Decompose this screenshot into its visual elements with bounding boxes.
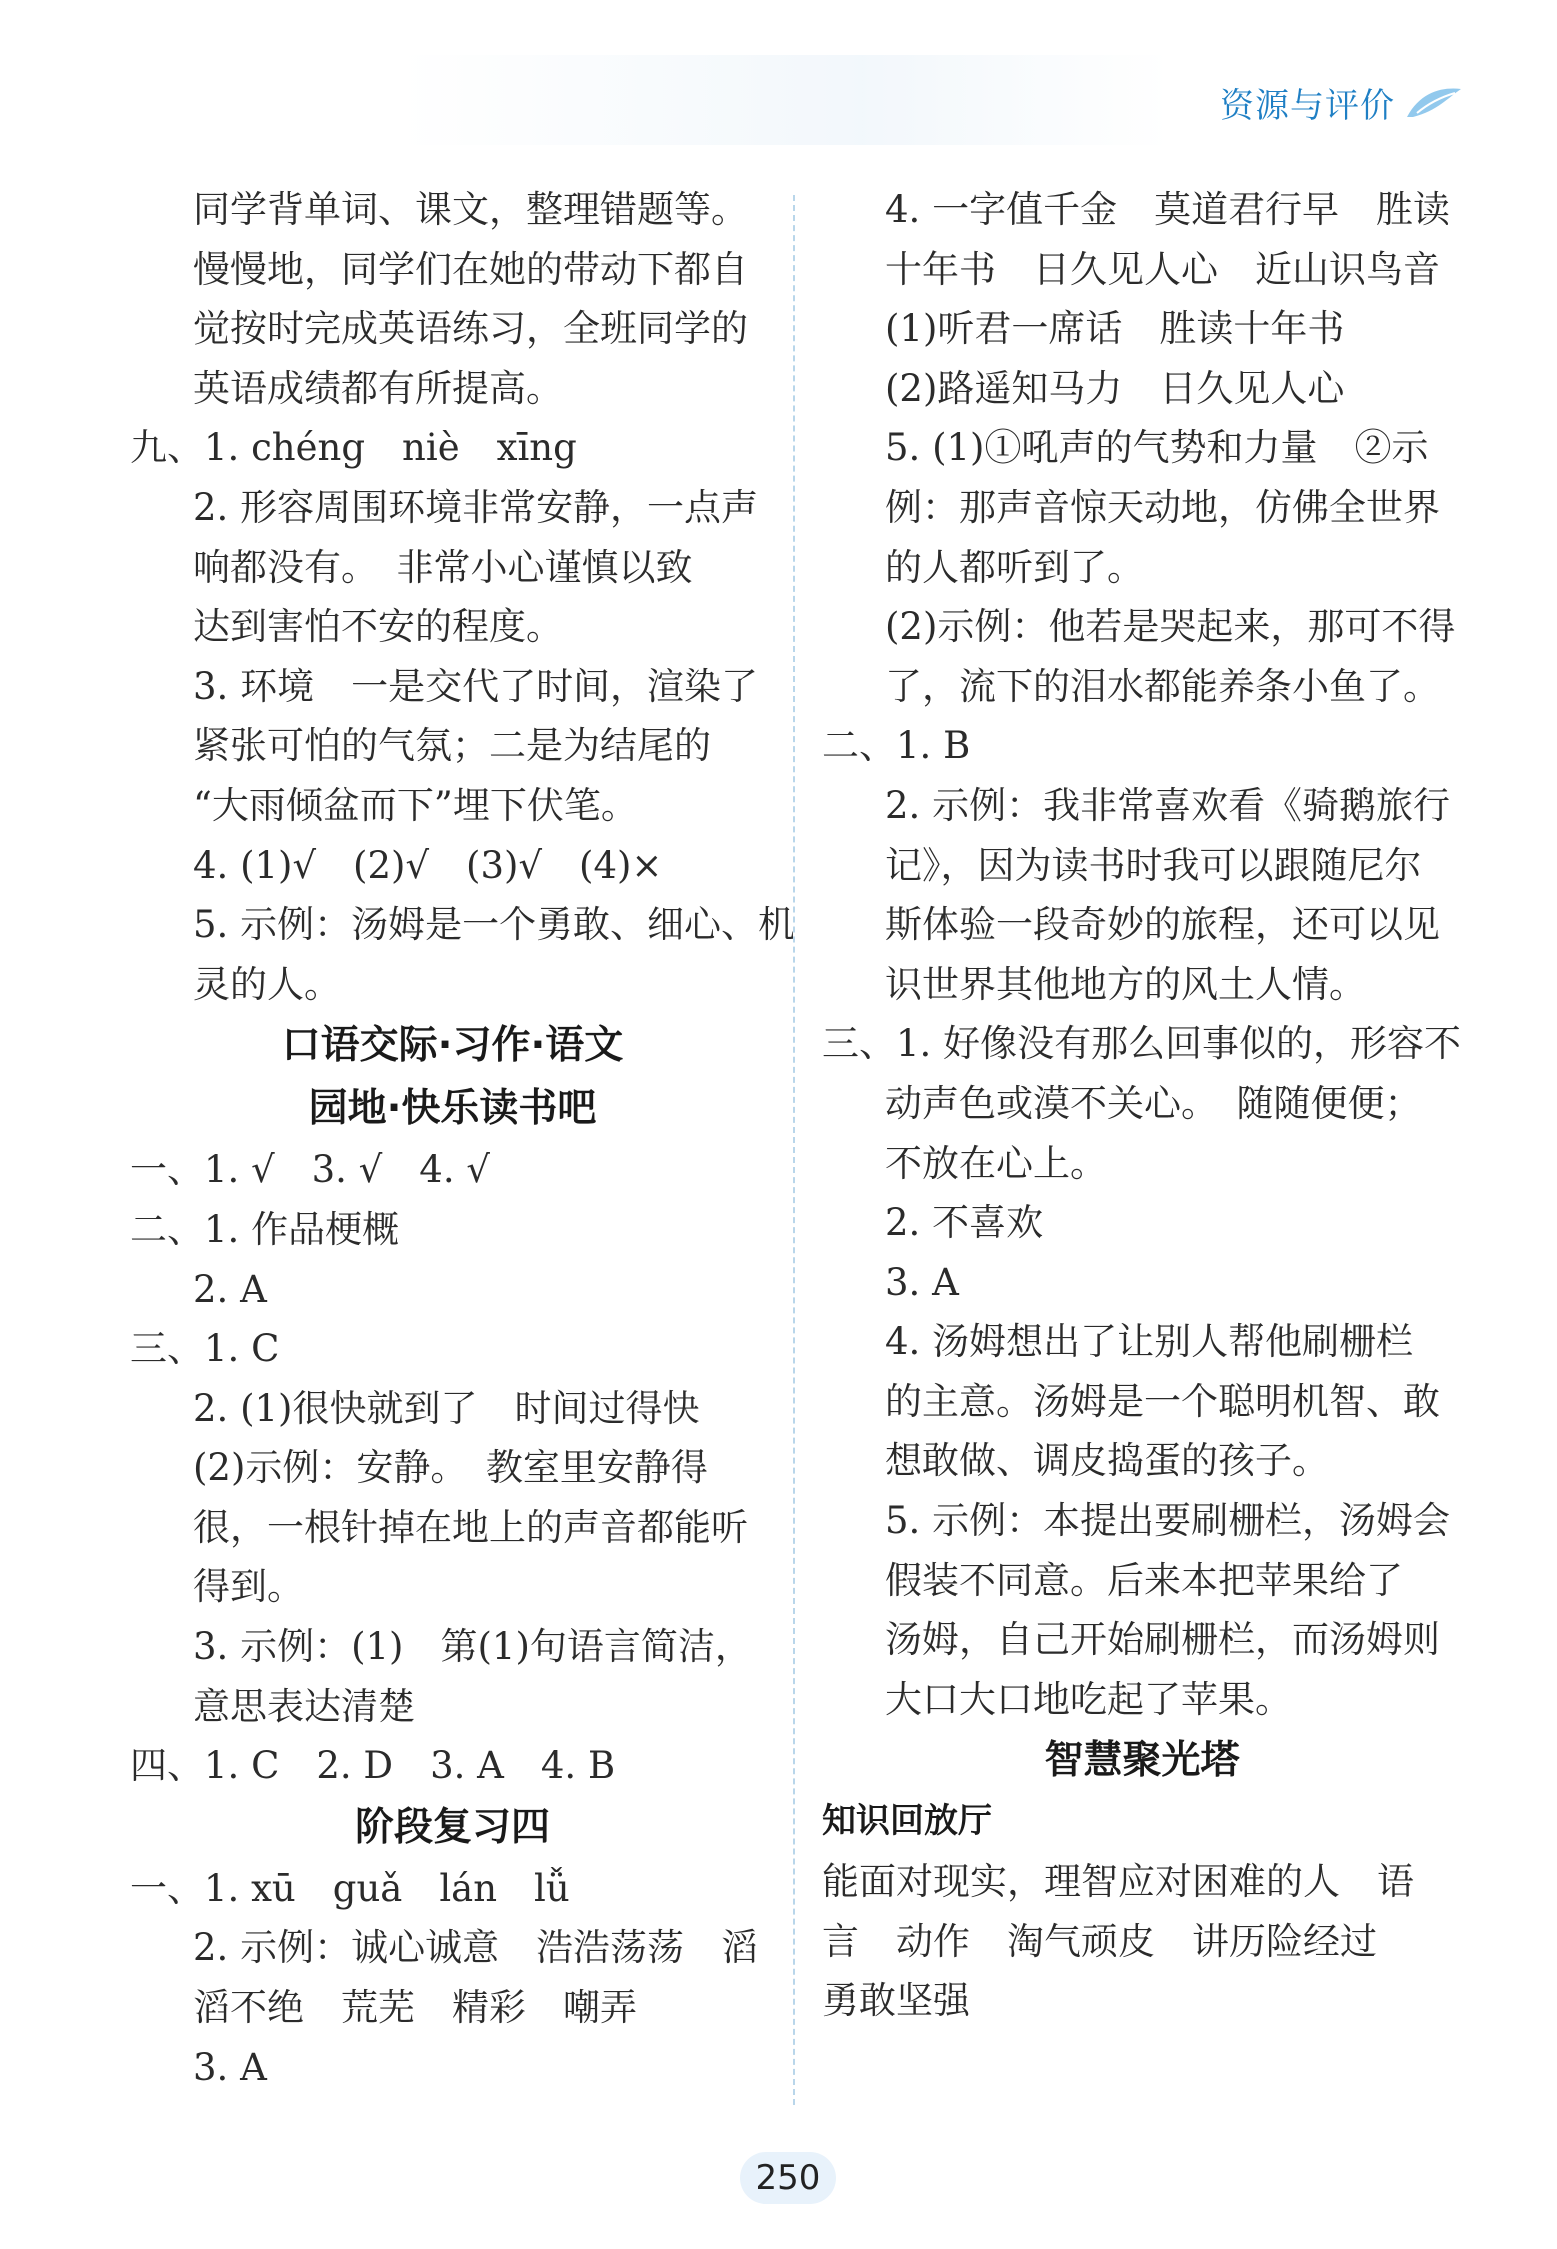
section-heading: 口语交际·习作·语文 [281,1023,624,1069]
answer-line: 5. 示例：本提出要刷栅栏，汤姆会 [885,1499,1451,1543]
answer-line: 大口大口地吃起了苹果。 [885,1677,1292,1721]
answer-line: 灵的人。 [193,962,341,1006]
page-number: 250 [740,2152,836,2204]
answer-line: 紧张可怕的气氛；二是为结尾的 [193,724,711,768]
answer-line: 四、1. C 2. D 3. A 4. B [130,1744,616,1788]
answer-line: 4. 汤姆想出了让别人帮他刷栅栏 [885,1320,1414,1364]
section-heading: 智慧聚光塔 [1044,1738,1240,1784]
answer-line: 意思表达清楚 [193,1684,415,1728]
answer-line: 3. A [885,1260,959,1304]
answer-line: 一、1. xū guǎ lán lǚ [130,1866,570,1910]
answer-line: (2)示例：安静。 教室里安静得 [193,1446,708,1490]
answer-line: 滔不绝 荒芜 精彩 嘲弄 [193,1986,637,2030]
answer-line: 的主意。汤姆是一个聪明机智、敢 [885,1379,1440,1423]
left-answer-column [130,180,796,2097]
header-band [400,55,1170,145]
answer-line: 5. (1)①吼声的气势和力量 ②示 [885,426,1429,470]
answer-line: 2. A [193,1267,267,1311]
answer-line: 一、1. √ 3. √ 4. √ [130,1148,490,1192]
answer-line: 4. 一字值千金 莫道君行早 胜读 [885,188,1451,231]
answer-line: 汤姆，自己开始刷栅栏，而汤姆则 [885,1618,1440,1662]
answer-line: 三、1. 好像没有那么回事似的，形容不 [822,1022,1462,1066]
answer-line: 的人都听到了。 [885,545,1144,589]
answer-line: (2)路遥知马力 日久见人心 [885,366,1345,410]
answer-line: 达到害怕不安的程度。 [193,605,563,649]
answer-line: 二、1. B [822,724,971,768]
section-heading: 阶段复习四 [354,1804,550,1850]
answer-line: 2. 示例：我非常喜欢看《骑鹅旅行 [885,783,1451,827]
answer-line: 勇敢坚强 [822,1979,970,2023]
answer-line: 不放在心上。 [885,1141,1107,1185]
answer-line: 言 动作 淘气顽皮 讲历险经过 [822,1919,1377,1963]
answer-line: 响都没有。 非常小心谨慎以致 [193,545,693,589]
answer-line: 例：那声音惊天动地，仿佛全世界 [885,485,1440,529]
answer-line: 假装不同意。后来本把苹果给了 [885,1558,1403,1602]
header-brand [1220,78,1465,127]
answer-line: 2. 形容周围环境非常安静，一点声 [193,485,759,529]
answer-line: 能面对现实，理智应对困难的人 语 [822,1860,1414,1904]
answer-line: “大雨倾盆而下”埋下伏笔。 [193,783,638,827]
answer-line: 5. 示例：汤姆是一个勇敢、细心、机 [193,903,796,947]
answer-line: 3. A [193,2045,267,2089]
answer-line: 九、1. chéng niè xīng [130,426,577,470]
answer-line: 斯体验一段奇妙的旅程，还可以见 [885,903,1440,947]
answer-line: 识世界其他地方的风土人情。 [885,962,1366,1006]
answer-line: 2. 示例：诚心诚意 浩浩荡荡 滔 [193,1926,759,1970]
answer-line: 了，流下的泪水都能养条小鱼了。 [885,664,1440,708]
answer-line: (1)听君一席话 胜读十年书 [885,307,1345,351]
answer-line: 慢慢地，同学们在她的带动下都自 [193,247,748,291]
answer-line: 英语成绩都有所提高。 [193,366,563,410]
answer-line: (2)示例：他若是哭起来，那可不得 [885,605,1456,649]
answer-line: 4. (1)√ (2)√ (3)√ (4)× [193,843,663,887]
answer-line: 十年书 日久见人心 近山识鸟音 [885,247,1440,291]
answer-line: 觉按时完成英语练习，全班同学的 [193,307,748,351]
answer-line: 3. 示例：(1) 第(1)句语言简洁， [193,1625,752,1669]
leaf-icon [1403,83,1465,123]
answer-line: 2. 不喜欢 [885,1201,1044,1245]
answer-line: 三、1. C [130,1327,280,1371]
column-divider [793,195,795,2105]
answer-line: 动声色或漠不关心。 随随便便； [885,1081,1422,1125]
brand-label: 资源与评价 [1220,86,1395,126]
answer-line: 2. (1)很快就到了 时间过得快 [193,1386,700,1430]
answer-line: 3. 环境 一是交代了时间，渲染了 [193,664,759,708]
answer-line: 很，一根针掉在地上的声音都能听 [193,1505,748,1549]
answer-line: 记》，因为读书时我可以跟随尼尔 [885,843,1422,887]
right-answer-column [822,180,1462,2031]
answer-line: 二、1. 作品梗概 [130,1207,400,1251]
answer-line: 想敢做、调皮捣蛋的孩子。 [885,1439,1329,1483]
section-heading: 园地·快乐读书吧 [308,1086,597,1132]
subsection-heading: 知识回放厅 [822,1801,992,1842]
answer-line: 同学背单词、课文，整理错题等。 [193,188,748,231]
answer-line: 得到。 [193,1565,304,1609]
